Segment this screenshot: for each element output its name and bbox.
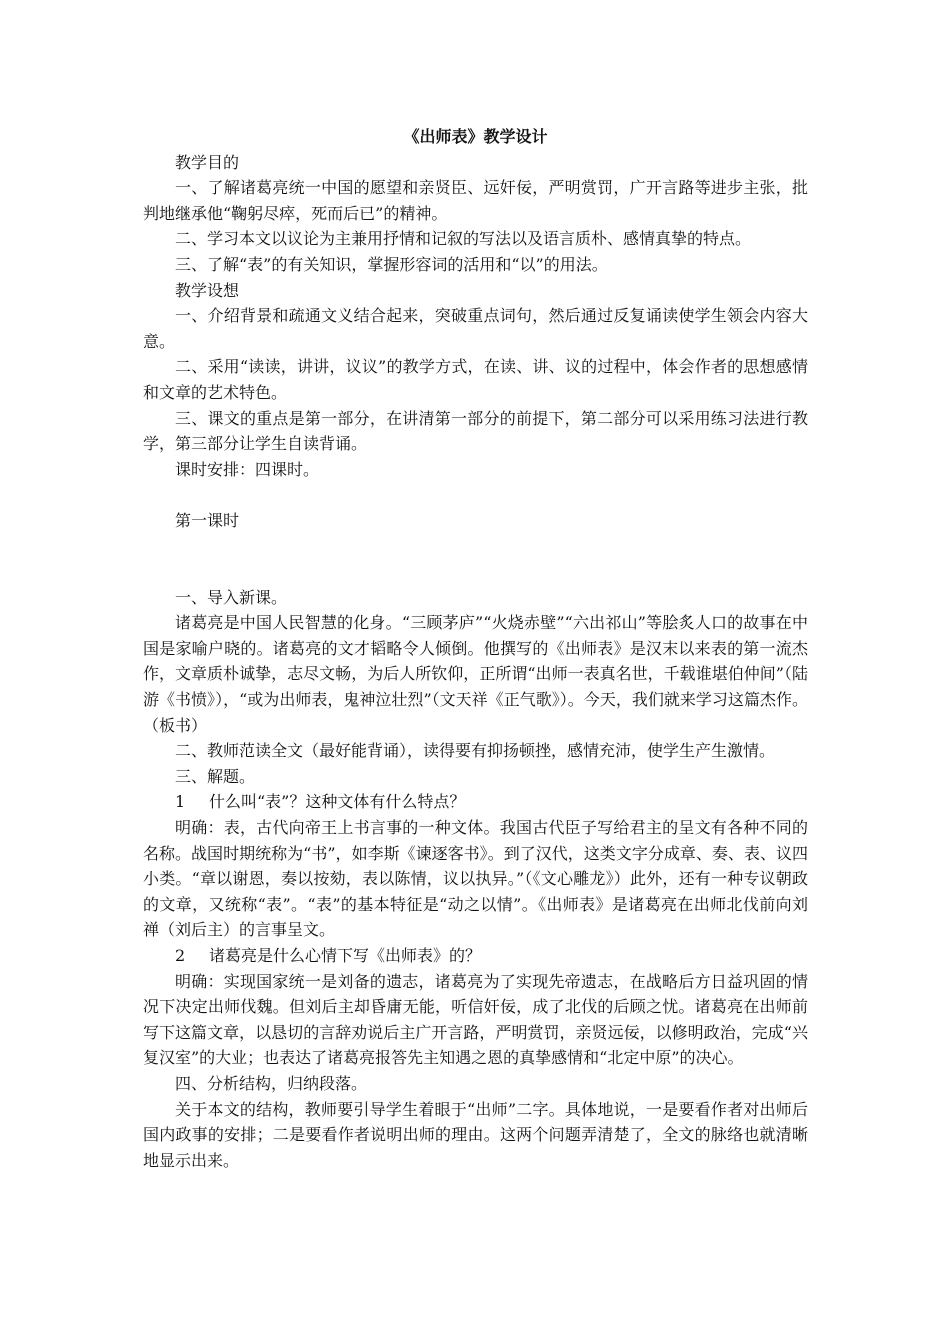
answer-paragraph: 明确：实现国家统一是刘备的遗志，诸葛亮为了实现先帝遗志，在战略后方日益巩固的情况下决定出师伐魏。但刘后主却昏庸无能，听信奸佞，成了北伐的后顾之忧。诸葛亮在出师前写下这篇文章，以恳切的言辞劝说后主广开言路，严明赏罚，亲贤远佞，以修明政治，完成“兴复汉室”的大业；也表达了诸葛亮报答先主知遇之恩的真挚感情和“北定中原”的决心。	[143, 971, 808, 1068]
section-heading-goals: 教学目的	[175, 152, 240, 172]
step-body: 关于本文的结构，教师要引导学生着眼于“出师”二字。具体地说，一是要看作者对出师后国内政事的安排；二是要看作者说明出师的理由。这两个问题弄清楚了，全文的脉络也就清晰地显示出来。	[143, 1099, 808, 1170]
goal-paragraph: 一、了解诸葛亮统一中国的愿望和亲贤臣、远奸佞，严明赏罚，广开言路等进步主张，批判地继承他“鞠躬尽瘁，死而后已”的精神。	[143, 178, 808, 223]
step-heading: 四、分析结构，归纳段落。	[175, 1073, 368, 1093]
blank-line	[143, 482, 808, 508]
lesson-heading: 第一课时	[175, 510, 240, 530]
idea-paragraph: 二、采用“读读，讲讲，议议”的教学方式，在读、讲、议的过程中，体会作者的思想感情和文章的艺术特色。	[143, 357, 808, 402]
step-heading: 二、教师范读全文（最好能背诵），读得要有抑扬顿挫，感情充沛，使学生产生激情。	[175, 741, 776, 761]
step-heading: 一、导入新课。	[175, 587, 288, 607]
blank-line	[143, 534, 808, 560]
goal-paragraph: 二、学习本文以议论为主兼用抒情和记叙的写法以及语言质朴、感情真挚的特点。	[175, 229, 752, 249]
question-item	[143, 943, 808, 969]
step-body: 诸葛亮是中国人民智慧的化身。“三顾茅庐”“火烧赤壁”“六出祁山”等脍炙人口的故事在中国是家喻户晓的。诸葛亮的文才韬略令人倾倒。他撰写的《出师表》是汉末以来表的第一流杰作，文章质朴诚挚，志尽文畅，为后人所钦仰，正所谓“出师一表真名世，千载谁堪伯仲间”（陆游《书愤》），“或为出师表，鬼神泣壮烈”（文天祥《正气歌》）。今天，我们就来学习这篇杰作。（板书）	[143, 613, 808, 735]
question-number: 1	[175, 792, 186, 812]
question-text: 诸葛亮是什么心情下写《出师表》的？	[209, 946, 482, 965]
idea-paragraph: 一、介绍背景和疏通文义结合起来，突破重点词句，然后通过反复诵读使学生领会内容大意。	[143, 306, 808, 351]
idea-paragraph: 三、课文的重点是第一部分，在讲清第一部分的前提下，第二部分可以采用练习法进行教学，第三部分让学生自读背诵。	[143, 408, 808, 454]
question-item	[143, 789, 808, 815]
document-page	[143, 124, 808, 1173]
blank-line	[143, 559, 808, 585]
section-heading-ideas: 教学设想	[175, 280, 240, 300]
schedule-paragraph: 课时安排：四课时。	[175, 459, 320, 479]
answer-paragraph: 明确：表，古代向帝王上书言事的一种文体。我国古代臣子写给君主的呈文有各种不同的名称。战国时期统称为“书”，如李斯《谏逐客书》。到了汉代，这类文字分成章、奏、表、议四小类。“章以谢恩，奏以按劾，表以陈情，议以执异。”（《文心雕龙》）此外，还有一种专议朝政的文章，又统称“表”。“表”的基本特征是“动之以情”。《出师表》是诸葛亮在出师北伐前向刘禅（刘后主）的言事呈文。	[143, 818, 808, 940]
step-heading: 三、解题。	[175, 766, 256, 786]
question-text: 什么叫“表”？这种文体有什么特点？	[209, 792, 466, 812]
goal-paragraph: 三、了解“表”的有关知识，掌握形容词的活用和“以”的用法。	[175, 254, 608, 274]
question-number: 2	[175, 946, 186, 965]
document-title: 《出师表》教学设计	[403, 127, 548, 146]
